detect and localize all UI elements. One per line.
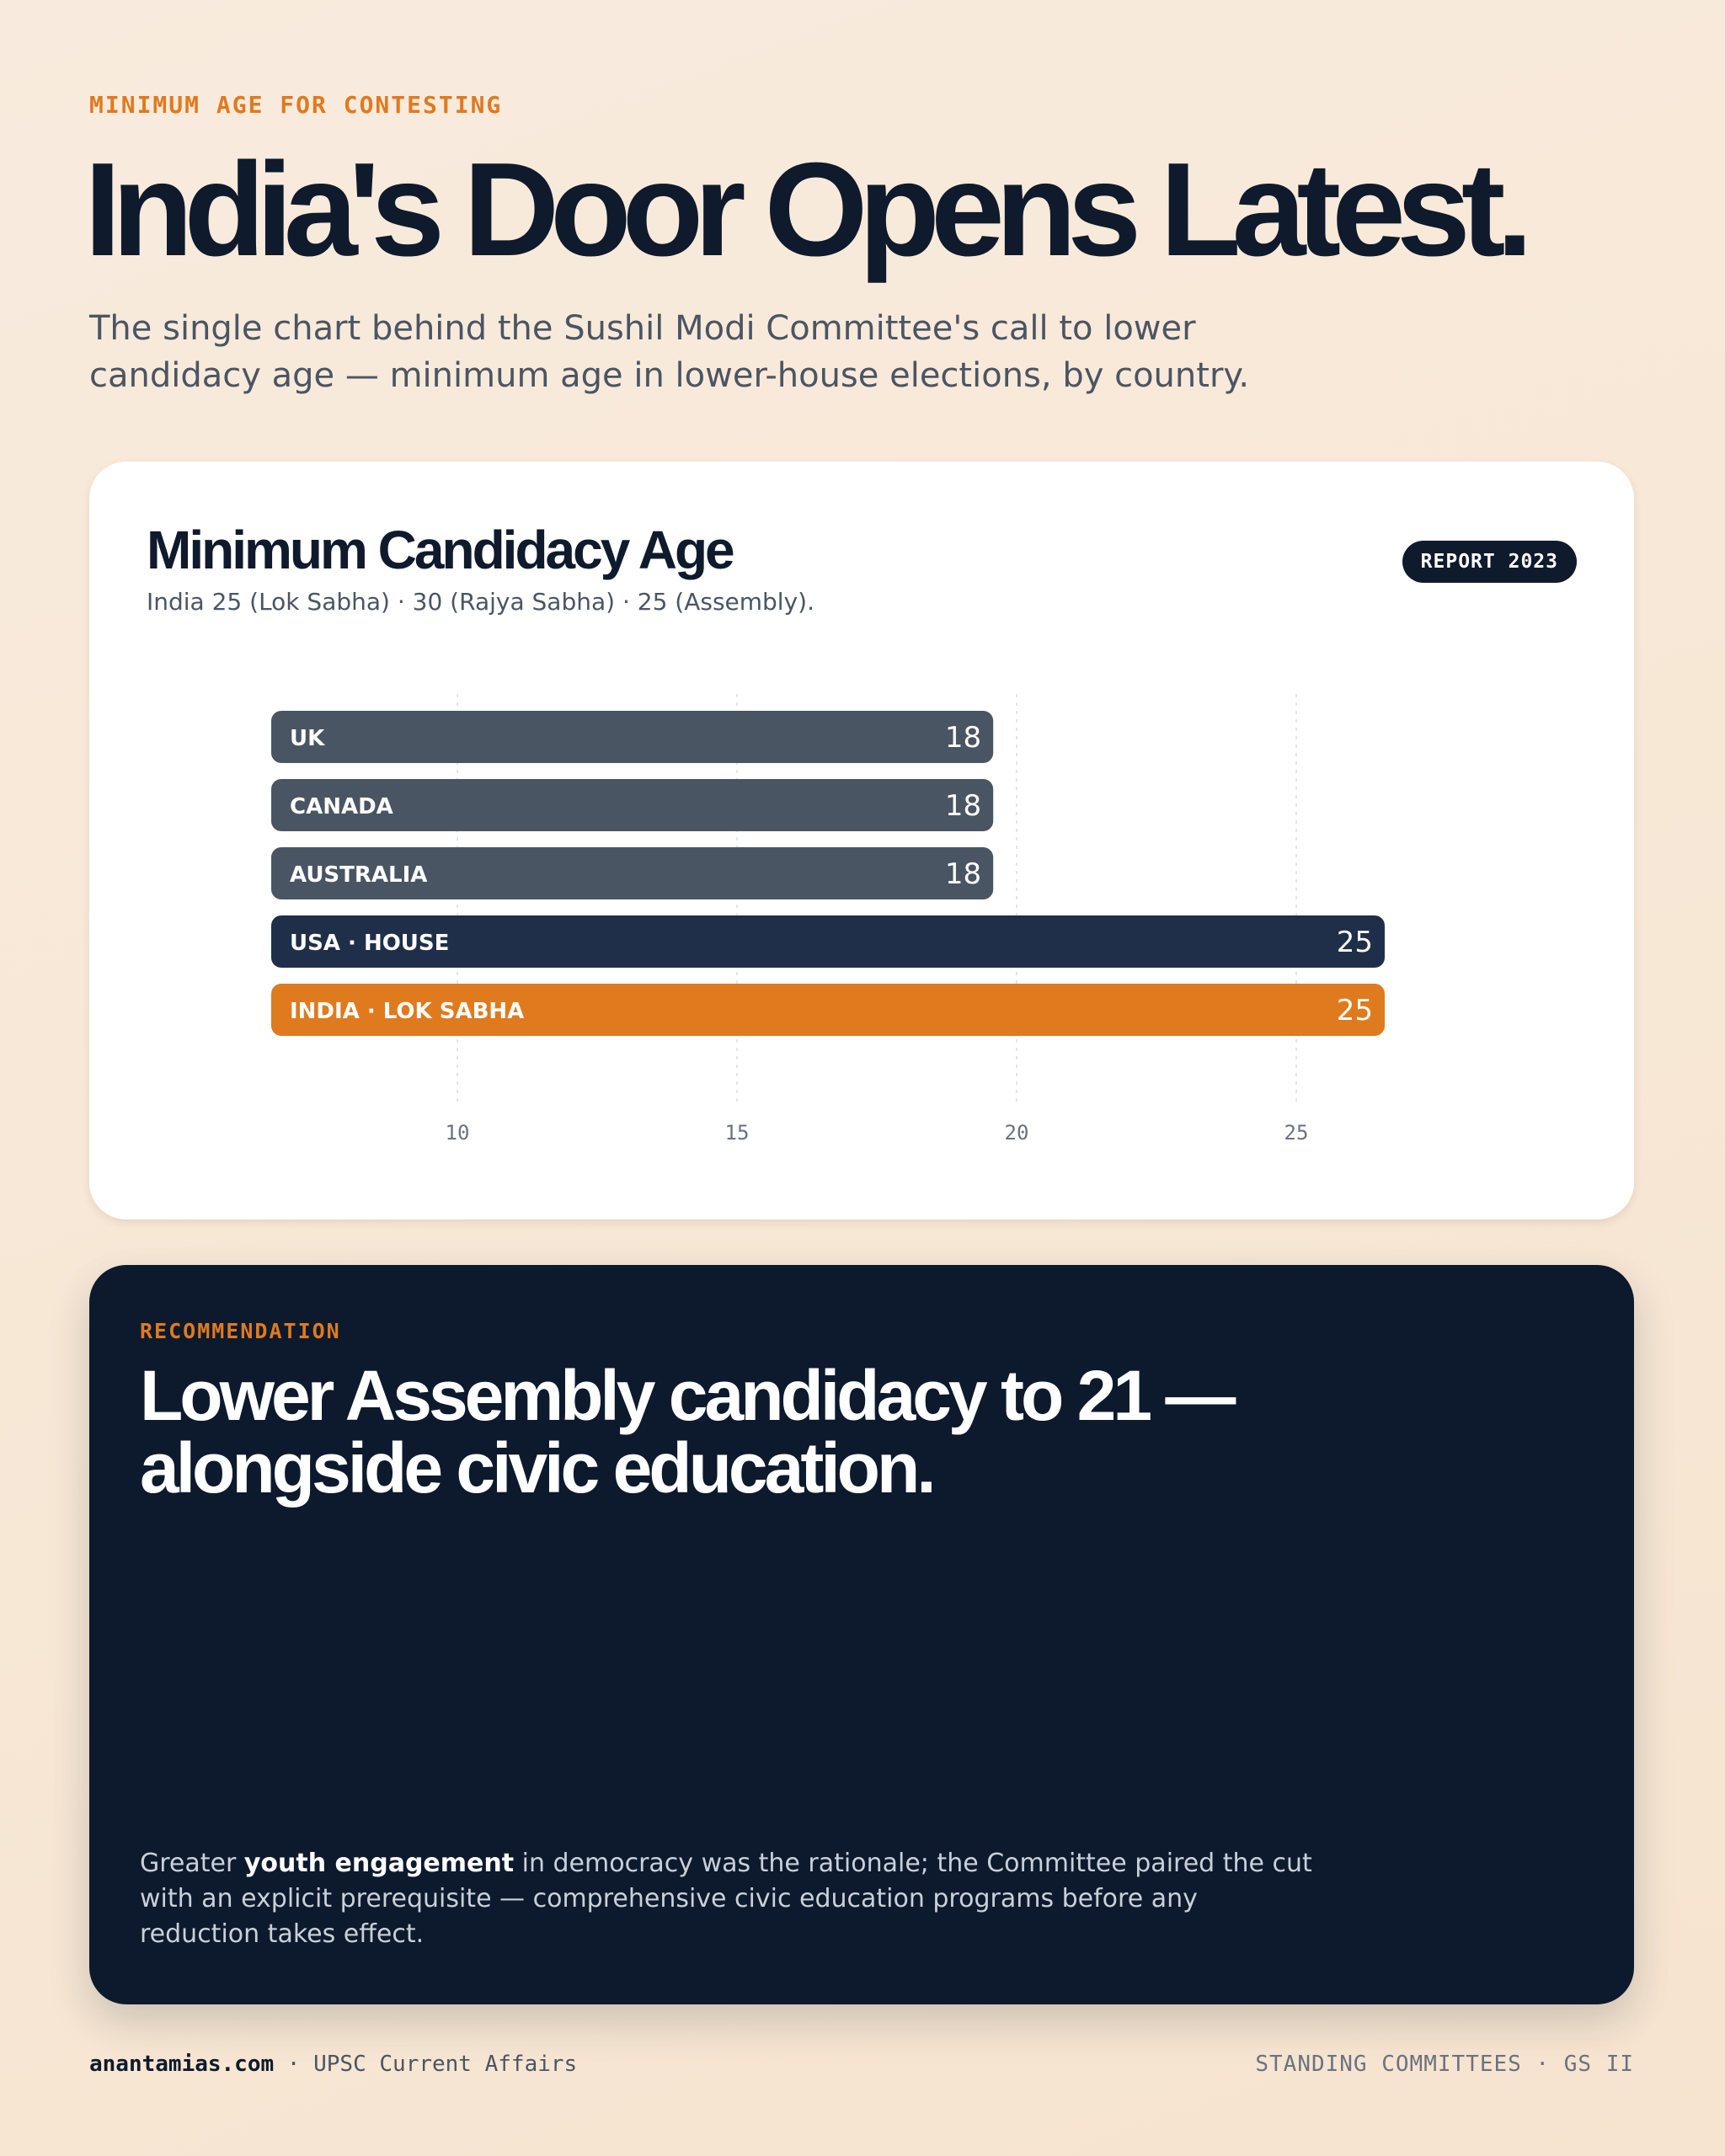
bar-value-label: 18 (944, 789, 982, 823)
bar (271, 711, 993, 763)
bar-category-label: USA · HOUSE (290, 931, 450, 956)
footer-section: UPSC Current Affairs (313, 2052, 578, 2077)
bar-value-label: 25 (1336, 926, 1373, 959)
bar-category-label: UK (290, 726, 325, 751)
body-text-before: Greater (140, 1849, 244, 1878)
recommendation-body (140, 1846, 1319, 1952)
x-tick-label: 20 (1004, 1121, 1029, 1145)
body-highlight: youth engagement (243, 1849, 515, 1878)
recommendation-eyebrow: RECOMMENDATION (140, 1319, 341, 1343)
chart-title: Minimum Candidacy Age (147, 520, 733, 580)
bar-value-label: 18 (944, 857, 982, 891)
chart-card (89, 462, 1634, 1219)
footer-site-link[interactable]: anantamias.com (89, 2052, 275, 2077)
recommendation-title: Lower Assembly candidacy to 21 — alongside civic education. (140, 1356, 1233, 1508)
page-headline: India's Door Opens Latest. (84, 136, 1525, 284)
x-tick-label: 25 (1284, 1121, 1309, 1145)
footer-separator: · (274, 2052, 314, 2077)
eyebrow-label: MINIMUM AGE FOR CONTESTING (89, 91, 503, 119)
bar-value-label: 25 (1336, 994, 1373, 1027)
recommendation-card (89, 1265, 1634, 2004)
footer-left (89, 2052, 577, 2077)
x-tick-label: 10 (445, 1121, 470, 1145)
bar-value-label: 18 (944, 721, 982, 755)
x-tick-label: 15 (724, 1121, 750, 1145)
chart-subtitle: India 25 (Lok Sabha) · 30 (Rajya Sabha) · 25 (Assembly). (147, 588, 814, 616)
bar-category-label: INDIA · LOK SABHA (290, 999, 525, 1024)
bar-category-label: CANADA (290, 794, 393, 819)
bar-category-label: AUSTRALIA (290, 862, 428, 888)
footer-right: STANDING COMMITTEES · GS II (1255, 2052, 1634, 2077)
report-badge: REPORT 2023 (1402, 541, 1577, 583)
page-subtitle: The single chart behind the Sushil Modi Committee's call to lower candidacy age — minimum age in lower-house elections, by country. (89, 309, 1250, 395)
body-text-after: in democracy was the rationale; the Committee paired the cut with an explicit prerequisite — comprehensive civic education programs before any reduction takes effect. (140, 1849, 1312, 1949)
bar-chart (89, 462, 1634, 1219)
